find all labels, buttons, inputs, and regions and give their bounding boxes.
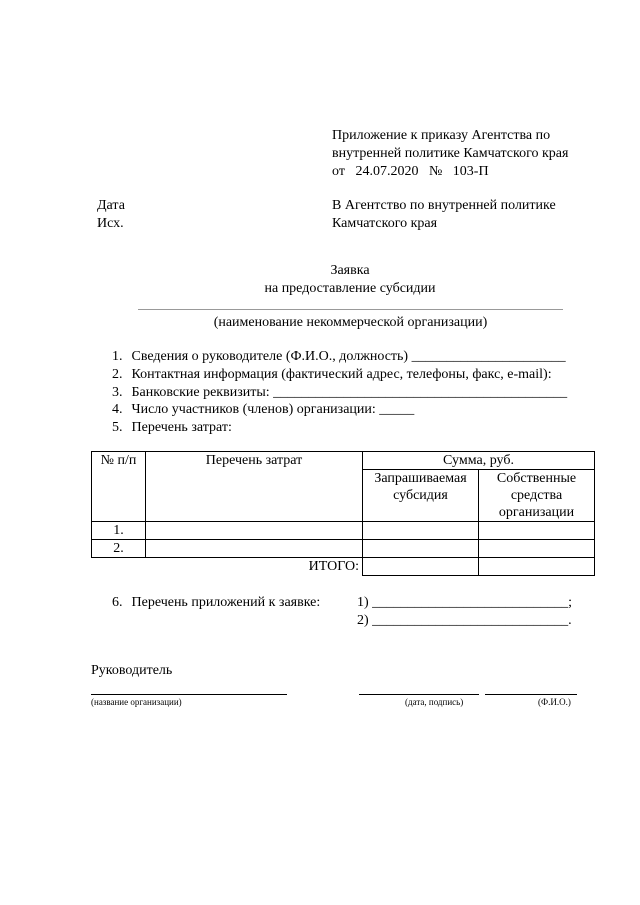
item-4: [112, 401, 414, 419]
caption-full-name: (Ф.И.О.): [538, 697, 571, 707]
table-header-row: [92, 452, 595, 470]
row-1-cost-cell[interactable]: [146, 522, 363, 540]
item-2-number: 2.: [112, 367, 123, 382]
document-title: [200, 262, 500, 298]
addressee-line-1: В Агентство по внутренней политике: [332, 198, 556, 213]
header-own-funds: Собственные средства организации: [479, 470, 595, 522]
order-date: 24.07.2020: [355, 164, 419, 179]
row-2-cost-cell[interactable]: [146, 540, 363, 558]
title-line-1: Заявка: [330, 263, 370, 278]
appendix-line-2: внутренней политике Камчатского края: [332, 146, 569, 161]
org-name-caption: (наименование некоммерческой организации): [213, 315, 488, 330]
item-4-number: 4.: [112, 402, 123, 417]
item-2: [112, 366, 552, 384]
item-4-text: Число участников (членов) организации: _____: [131, 402, 415, 417]
header-number: № п/п: [92, 452, 146, 522]
attachment-line-1: 1) ____________________________;: [357, 595, 573, 610]
full-name-line: [485, 694, 577, 695]
item-3-number: 3.: [112, 385, 123, 400]
appendix-line-3: [332, 163, 568, 181]
row-2-requested-cell[interactable]: [363, 540, 479, 558]
date-ref-block: [97, 197, 125, 233]
header-cost-list: Перечень затрат: [146, 452, 363, 522]
total-own-cell[interactable]: [479, 558, 595, 576]
addressee-line-2: Камчатского края: [332, 216, 438, 231]
row-1-requested-cell[interactable]: [363, 522, 479, 540]
appendix-line-1: Приложение к приказу Агентства по: [332, 128, 551, 143]
costs-table: [91, 451, 595, 576]
item-6-label: Перечень приложений к заявке:: [131, 595, 321, 610]
order-number: 103-П: [452, 164, 489, 179]
total-row: [92, 558, 595, 576]
item-5: [112, 419, 232, 437]
attachments-list: [357, 594, 572, 630]
table-row: [92, 540, 595, 558]
item-1: [112, 348, 566, 366]
number-sign: №: [428, 164, 443, 179]
total-label: ИТОГО:: [308, 559, 359, 574]
org-name-line: [138, 309, 563, 310]
date-label: Дата: [97, 198, 125, 213]
head-title: Руководитель: [91, 663, 173, 678]
appendix-from-label: от: [332, 164, 345, 179]
row-1-own-cell[interactable]: [479, 522, 595, 540]
row-2-own-cell[interactable]: [479, 540, 595, 558]
row-1-number: 1.: [92, 522, 146, 540]
item-3-text: Банковские реквизиты: __________________________________________: [131, 385, 568, 400]
item-5-number: 5.: [112, 420, 123, 435]
total-requested-cell[interactable]: [363, 558, 479, 576]
date-signature-line: [359, 694, 479, 695]
table-row: [92, 522, 595, 540]
ref-label: Исх.: [97, 216, 124, 231]
item-2-text: Контактная информация (фактический адрес, телефоны, факс, e-mail):: [131, 367, 552, 382]
header-requested-subsidy: Запрашиваемая субсидия: [363, 470, 479, 522]
row-2-number: 2.: [92, 540, 146, 558]
item-6: [112, 594, 320, 612]
addressee-block: [332, 197, 556, 233]
item-3: [112, 384, 567, 402]
caption-date-signature: (дата, подпись): [405, 697, 464, 707]
item-5-text: Перечень затрат:: [131, 420, 232, 435]
attachment-line-2: 2) ____________________________.: [357, 613, 572, 628]
item-1-text: Сведения о руководителе (Ф.И.О., должность) ______________________: [131, 349, 566, 364]
item-6-number: 6.: [112, 595, 123, 610]
org-name-signature-line: [91, 694, 287, 695]
appendix-header: [332, 127, 568, 181]
title-line-2: на предоставление субсидии: [264, 281, 436, 296]
item-1-number: 1.: [112, 349, 123, 364]
header-sum: Сумма, руб.: [363, 452, 595, 470]
caption-org-name: (название организации): [91, 697, 182, 707]
